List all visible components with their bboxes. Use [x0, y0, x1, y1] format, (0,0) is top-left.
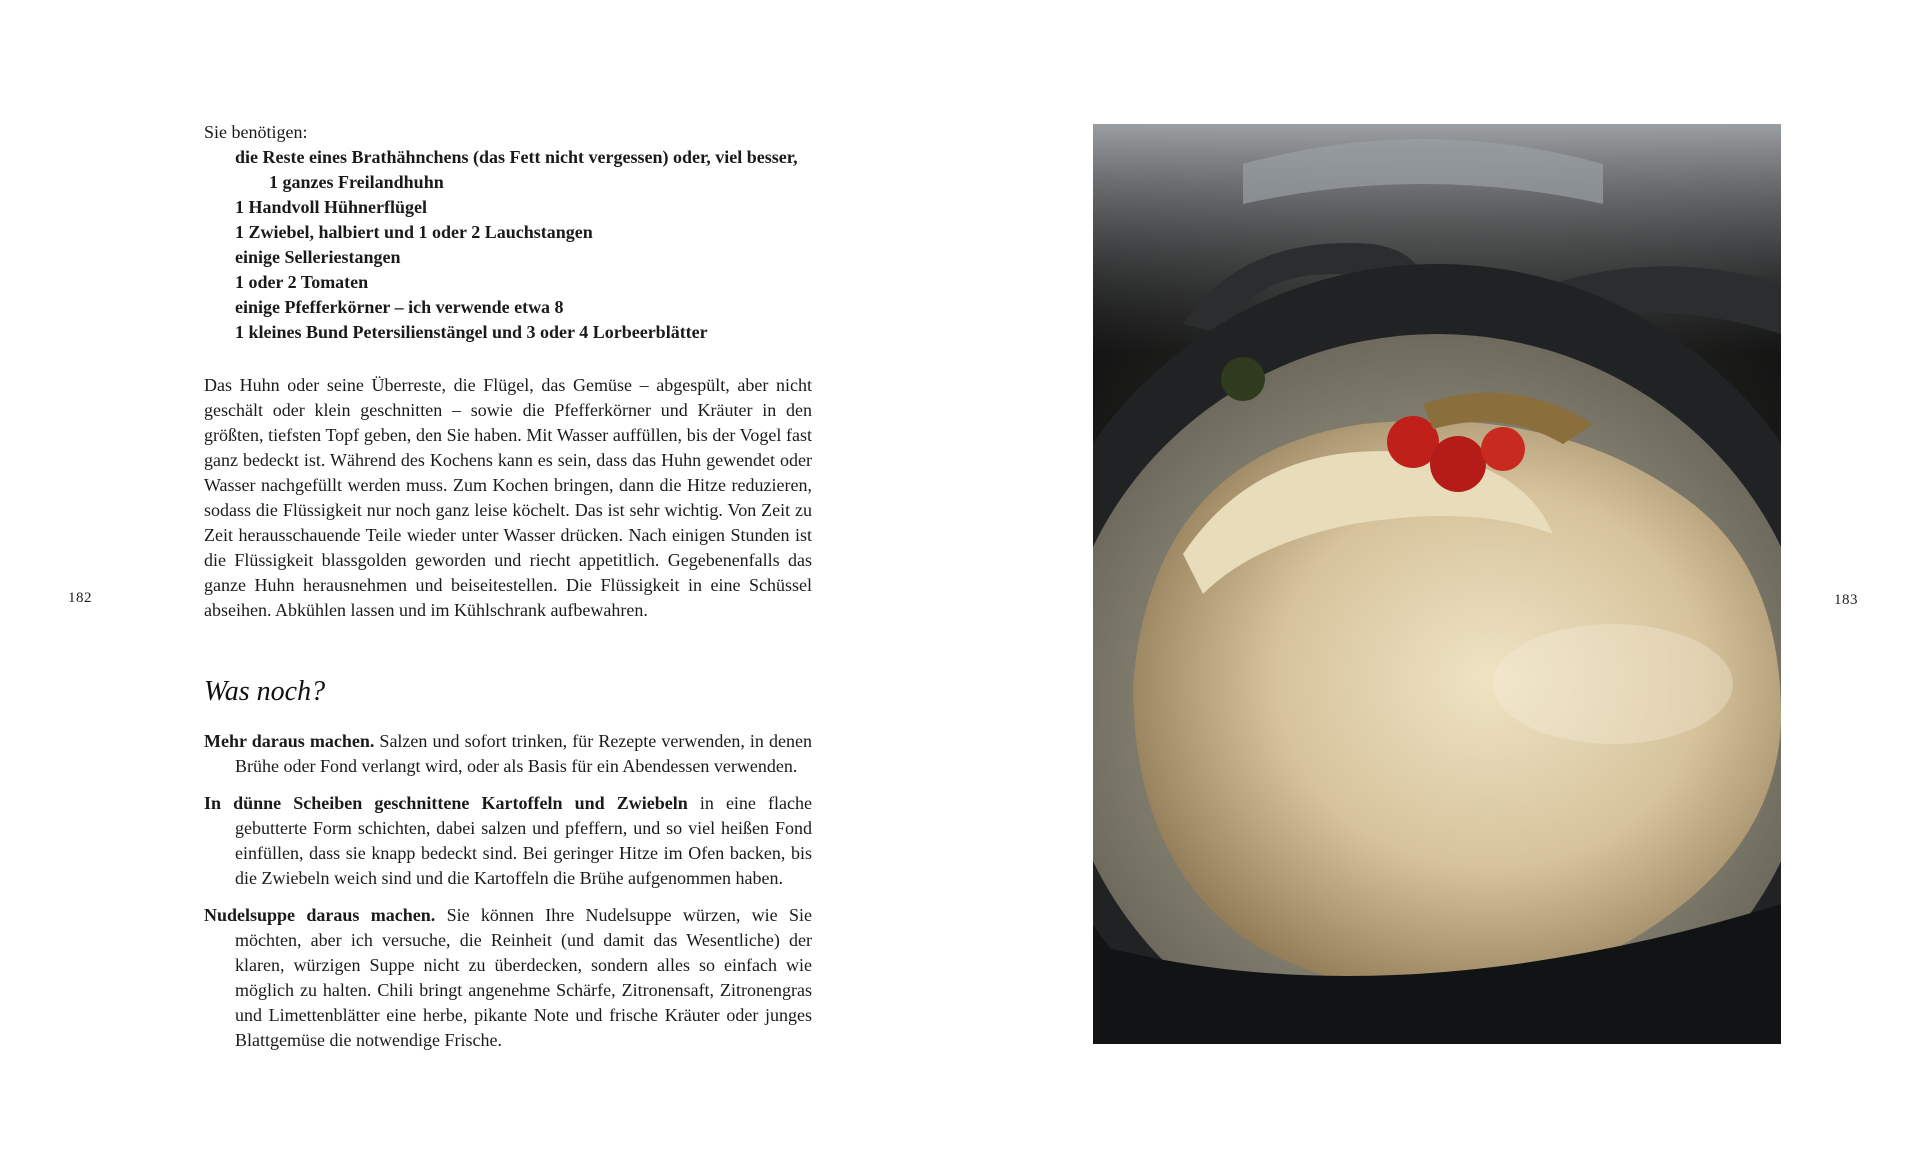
tip-lead: Nudelsuppe daraus machen.	[204, 905, 436, 925]
recipe-text	[204, 120, 812, 1065]
tip-lead: Mehr daraus machen.	[204, 731, 375, 751]
ingredients-intro: Sie benötigen:	[204, 122, 308, 142]
ingredient-list	[204, 145, 812, 345]
ingredient-item: 1 oder 2 Tomaten	[235, 272, 369, 292]
page-number-right: 183	[1834, 592, 1858, 608]
tip-item	[204, 729, 812, 779]
tips-list	[204, 729, 812, 1053]
method-paragraph: Das Huhn oder seine Überreste, die Flügel, das Gemüse – abgespült, aber nicht geschält oder klein geschnitten – sowie die Pfefferkörner und Kräuter in den größten, tiefsten Topf geben, den Sie haben. Mit Wasser auffüllen, bis der Vogel fast ganz bedeckt ist. Während des Kochens kann es sein, dass das Huhn gewendet oder Wasser nachgefüllt werden muss. Zum Kochen bringen, dann die Hitze reduzieren, sodass die Flüssigkeit nur noch ganz leise köchelt. Das ist sehr wichtig. Von Zeit zu Zeit herausschauende Teile wieder unter Wasser drücken. Nach einigen Stunden ist die Flüssigkeit blassgolden geworden und riecht appetitlich. Gegebenenfalls das ganze Huhn herausnehmen und beiseitestellen. Die Flüssigkeit in eine Schüssel abseihen. Abkühlen lassen und im Kühlschrank aufbewahren.	[204, 375, 812, 620]
ingredient-item: 1 Handvoll Hühnerflügel	[235, 197, 428, 217]
ingredient-item: 1 Zwiebel, halbiert und 1 oder 2 Lauchstangen	[235, 222, 593, 242]
right-page	[956, 0, 1912, 1176]
ingredient-line: die Reste eines Brathähnchens (das Fett nicht vergessen) oder, viel besser,	[235, 147, 798, 167]
ingredient-item: einige Pfefferkörner – ich verwende etwa 8	[235, 297, 564, 317]
tip-text: Salzen und sofort trinken, für Rezepte verwenden, in denen Brühe oder Fond verlangt wird, oder als Basis für ein Abendessen verwenden.	[235, 731, 812, 776]
photo-illustration	[1093, 124, 1781, 1044]
skin-highlight	[1493, 624, 1733, 744]
tip-item	[204, 791, 812, 891]
ingredient-item	[235, 145, 812, 195]
ingredient-item: 1 kleines Bund Petersilienstängel und 3 oder 4 Lorbeerblätter	[235, 322, 708, 342]
page-number-left: 182	[68, 590, 92, 606]
tip-text: in eine flache gebutterte Form schichten, dabei salzen und pfeffern, und so viel heißen Fond einfüllen, dass sie knapp bedeckt sind. Bei geringer Hitze im Ofen backen, bis die Zwiebeln weich sind und die Kartoffeln die Brühe aufgenommen haben.	[235, 793, 812, 888]
chicken-photo	[1093, 124, 1781, 1044]
tomato	[1430, 436, 1486, 492]
pepper	[1221, 357, 1265, 401]
tip-text: Sie können Ihre Nudelsuppe würzen, wie Sie möchten, aber ich versuche, die Reinheit (und damit das Wesentliche) der klaren, würzigen Suppe nicht zu überdecken, sondern alles so einfach wie möglich zu halten. Chili bringt angenehme Schärfe, Zitronensaft, Zitronengras und Limettenblätter eine herbe, pikante Note und frische Kräuter oder junges Blattgemüse die notwendige Frische.	[235, 905, 813, 1050]
tip-lead: In dünne Scheiben geschnittene Kartoffeln und Zwiebeln	[204, 793, 688, 813]
section-heading: Was noch?	[204, 676, 326, 707]
ingredient-item: einige Selleriestangen	[235, 247, 401, 267]
tomato	[1481, 427, 1525, 471]
tip-item	[204, 903, 812, 1053]
ingredient-line-continued: 1 ganzes Freilandhuhn	[269, 172, 444, 192]
